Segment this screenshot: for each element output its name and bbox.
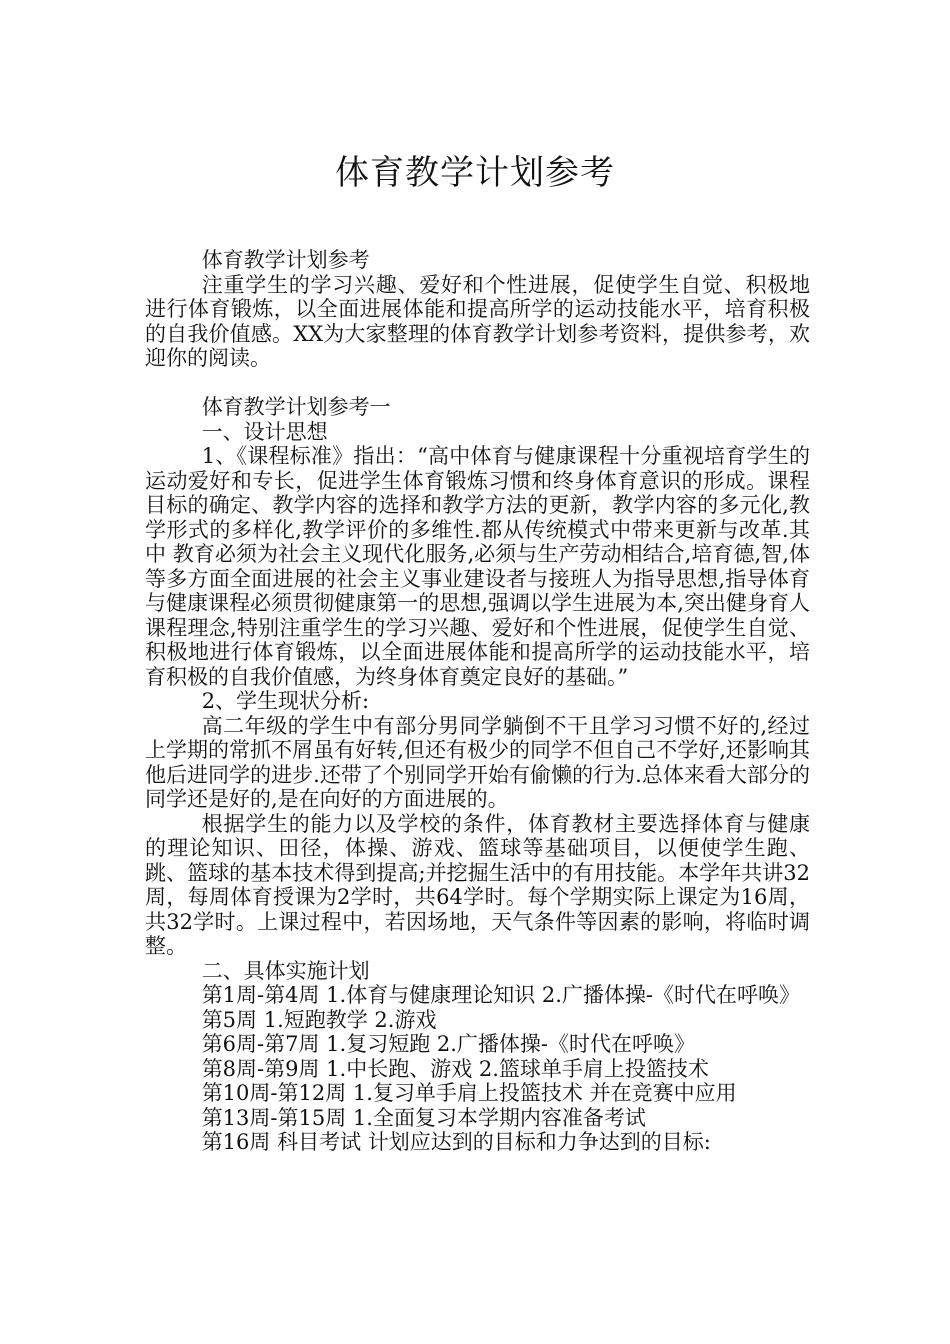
intro-paragraph: 注重学生的学习兴趣、爱好和个性进展，促使学生自觉、积极地进行体育锻炼，以全面进展体能和提高所学的运动技能水平，培育积极的自我价值感。XX为大家整理的体育教学计划参考资料，提供参考，欢迎你的阅读。	[145, 272, 810, 370]
schedule-item: 第5周 1.短跑教学 2.游戏	[201, 1007, 437, 1032]
intro-heading: 体育教学计划参考	[201, 248, 370, 272]
schedule-item: 第16周 科目考试 计划应达到的目标和力争达到的目标:	[201, 1130, 711, 1154]
document-body	[145, 248, 810, 1155]
paragraph-curriculum-standard: 1、《课程标准》指出：“高中体育与健康课程十分重视培育学生的运动爱好和专长，促进学生体育锻炼习惯和终身体育意识的形成。课程目标的确定、教学内容的选择和教学方法的更新，教学内容的多元化,教学形式的多样化,教学评价的多维性.都从传统模式中带来更新与改革.其中 教育必须为社会主义现代化服务,必须与生产劳动相结合,培育德,智,体等多方面全面进展的社会主义事业建设者与接班人为指导思想,指导体育与健康课程必须贯彻健康第一的思想,强调以学生进展为本,突出健身育人课程理念,特别注重学生的学习兴趣、爱好和个性进展，促使学生自觉、积极地进行体育锻炼，以全面进展体能和提高所学的运动技能水平，培育积极的自我价值感，为终身体育奠定良好的基础。”	[145, 444, 810, 689]
schedule-item: 第6周-第7周 1.复习短跑 2.广播体操-《时代在呼唤》	[201, 1032, 696, 1056]
section-heading-plan-one: 体育教学计划参考一	[201, 395, 391, 419]
schedule-item: 第13周-第15周 1.全面复习本学期内容准备考试	[201, 1105, 646, 1130]
schedule-item: 第1周-第4周 1.体育与健康理论知识 2.广播体操-《时代在呼唤》	[201, 983, 801, 1007]
paragraph-student-status: 高二年级的学生中有部分男同学躺倒不干且学习习惯不好的,经过上学期的常抓不屑虽有好转,但还有极少的同学不但自己不学好,还影响其他后进同学的进步.还带了个别同学开始有偷懒的行为.总体来看大部分的同学还是好的,是在向好的方面进展的。	[145, 713, 810, 811]
paragraph-gap	[145, 371, 810, 396]
section-heading-student-analysis: 2、学生现状分析:	[201, 689, 370, 713]
paragraph-materials: 根据学生的能力以及学校的条件，体育教材主要选择体育与健康的理论知识、田径，体操、游戏、篮球等基础项目，以便使学生跑、跳、篮球的基本技术得到提高;并挖掘生活中的有用技能。本学年共讲32周，每周体育授课为2学时，共64学时。每个学期实际上课定为16周，共32学时。上课过程中，若因场地，天气条件等因素的影响，将临时调整。	[145, 811, 810, 958]
section-heading-design: 一、设计思想	[201, 419, 328, 444]
document-title: 体育教学计划参考	[335, 152, 615, 193]
schedule-item: 第8周-第9周 1.中长跑、游戏 2.篮球单手肩上投篮技术	[201, 1056, 709, 1081]
section-heading-implementation: 二、具体实施计划	[201, 958, 370, 983]
schedule-item: 第10周-第12周 1.复习单手肩上投篮技术 并在竞赛中应用	[201, 1081, 737, 1105]
